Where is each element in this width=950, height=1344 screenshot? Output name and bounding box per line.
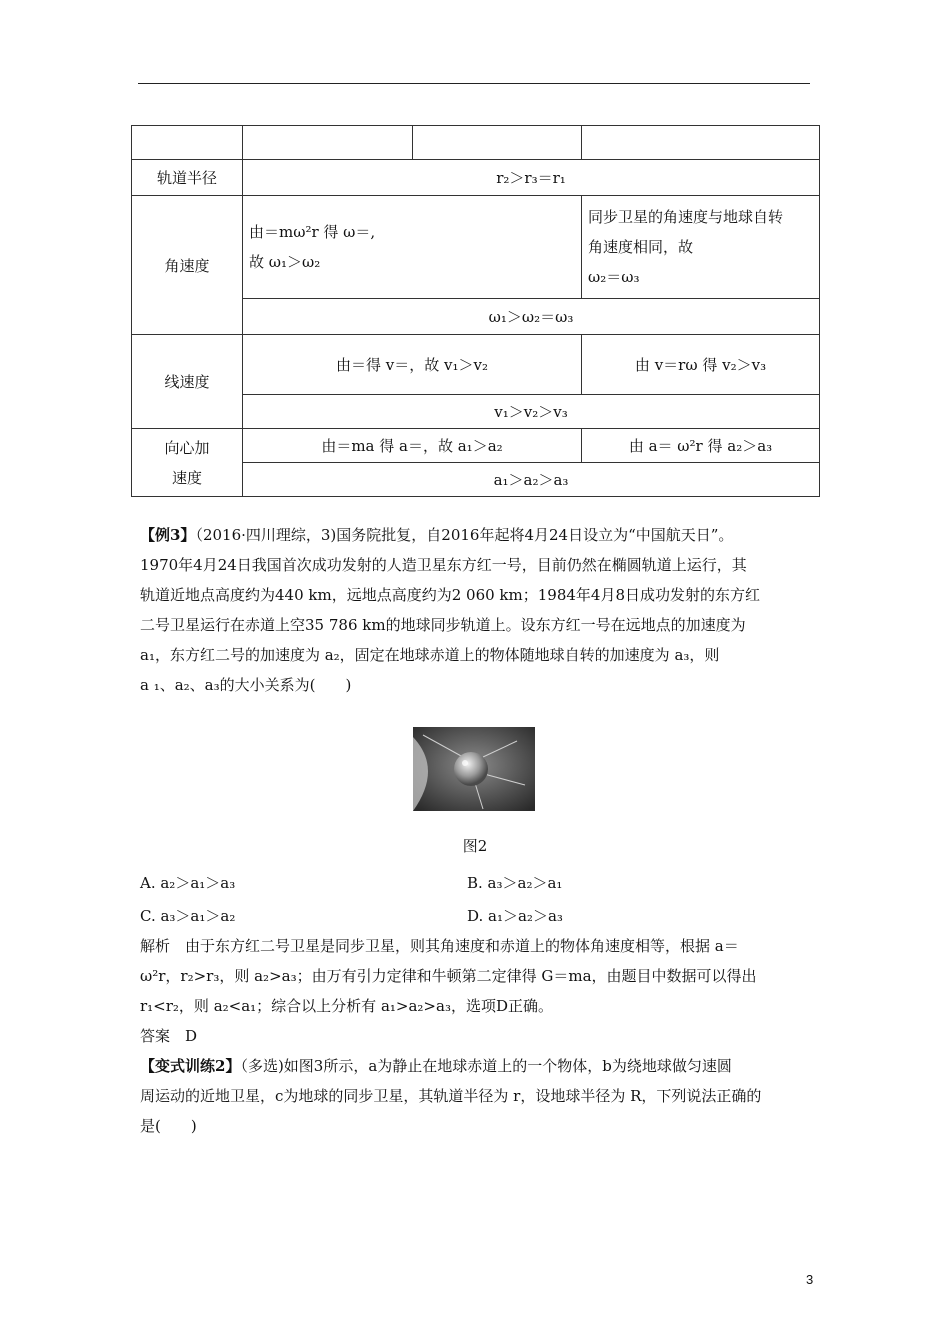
centripetal-label-line1: 向心加 — [164, 438, 210, 457]
analysis-line3: r₁<r₂，则 a₂<a₁；综合以上分析有 a₁>a₂>a₃，选项D正确。 — [140, 997, 553, 1015]
variant-tag: 【变式训练2】 — [140, 1057, 241, 1075]
header-cell — [582, 126, 820, 160]
variant-line — [140, 1051, 812, 1081]
page-number: 3 — [806, 1272, 814, 1287]
example-line — [140, 520, 812, 550]
option-a: A. a₂＞a₁＞a₃ — [140, 874, 236, 892]
variant-line2: 周运动的近地卫星，c为地球的同步卫星，其轨道半径为 r，设地球半径为 R，下列说法正确的 — [140, 1087, 762, 1105]
variant-line1: （多选)如图3所示，a为静止在地球赤道上的一个物体，b为绕地球做匀速圆 — [240, 1057, 732, 1075]
row-label-linear-velocity: 线速度 — [132, 335, 243, 429]
analysis — [140, 931, 812, 1141]
option-c: C. a₃＞a₁＞a₂ — [140, 907, 236, 925]
option-b: B. a₃＞a₂＞a₁ — [467, 874, 563, 892]
example-line4: 二号卫星运行在赤道上空35 786 km的地球同步轨道上。设东方红一号在远地点的加速度为 — [140, 616, 746, 634]
table-row — [132, 335, 820, 395]
angular-right-line2: 角速度相同，故 — [588, 238, 694, 256]
table-row — [132, 196, 820, 299]
example-line3: 轨道近地点高度约为440 km，远地点高度约为2 060 km；1984年4月8日成功发射的东方红 — [140, 586, 760, 604]
header-cell — [243, 126, 413, 160]
linear-velocity-summary: v₁＞v₂＞v₃ — [243, 395, 820, 429]
variant-line3: 是( ) — [140, 1117, 197, 1135]
centripetal-left-cell: 由＝ma 得 a＝，故 a₁＞a₂ — [243, 429, 582, 463]
angular-velocity-right-cell — [582, 196, 820, 299]
analysis-line2: ω²r，r₂>r₃，则 a₂>a₃；由万有引力定律和牛顿第二定律得 G＝ma，由题目中数据可以得出 — [140, 967, 757, 985]
row-label-angular-velocity: 角速度 — [132, 196, 243, 335]
angular-velocity-left-cell — [243, 196, 582, 299]
angular-right-line1: 同步卫星的角速度与地球自转 — [588, 208, 784, 226]
satellite-image — [413, 727, 535, 811]
example-line1: （2016·四川理综，3)国务院批复，自2016年起将4月24日设立为“中国航天日”。 — [195, 526, 734, 544]
table-row — [132, 126, 820, 160]
table-row — [132, 160, 820, 196]
row-label-orbit-radius: 轨道半径 — [132, 160, 243, 196]
example-3 — [140, 520, 812, 700]
table-row — [132, 429, 820, 463]
header-rule — [138, 83, 810, 84]
example-line5: a₁，东方红二号的加速度为 a₂，固定在地球赤道上的物体随地球自转的加速度为 a₃，则 — [140, 646, 720, 664]
example-tag: 【例3】 — [140, 526, 196, 544]
linear-velocity-left-cell: 由＝得 v＝，故 v₁＞v₂ — [243, 335, 582, 395]
option-d: D. a₁＞a₂＞a₃ — [467, 907, 563, 925]
centripetal-right-cell: 由 a＝ ω²r 得 a₂＞a₃ — [582, 429, 820, 463]
angular-left-line1: 由＝mω²r 得 ω＝, — [249, 223, 376, 241]
example-line6: a ₁、a₂、a₃的大小关系为( ) — [140, 676, 352, 694]
orbit-radius-value: r₂＞r₃＝r₁ — [243, 160, 820, 196]
figure-caption: 图2 — [462, 837, 488, 855]
header-cell — [413, 126, 582, 160]
angular-left-line2: 故 ω₁＞ω₂ — [249, 253, 321, 271]
angular-velocity-summary: ω₁＞ω₂＝ω₃ — [243, 299, 820, 335]
angular-right-line3: ω₂＝ω₃ — [588, 268, 640, 286]
answer: 答案 D — [140, 1027, 198, 1045]
comparison-table — [131, 125, 820, 497]
centripetal-label-line2: 速度 — [171, 468, 202, 487]
example-line2: 1970年4月24日我国首次成功发射的人造卫星东方红一号，目前仍然在椭圆轨道上运行，其 — [140, 556, 747, 574]
header-cell — [132, 126, 243, 160]
analysis-line1: 解析 由于东方红二号卫星是同步卫星，则其角速度和赤道上的物体角速度相等，根据 a＝ — [140, 937, 739, 955]
centripetal-summary: a₁＞a₂＞a₃ — [243, 463, 820, 497]
linear-velocity-right-cell: 由 v＝rω 得 v₂＞v₃ — [582, 335, 820, 395]
row-label-centripetal — [132, 429, 243, 497]
